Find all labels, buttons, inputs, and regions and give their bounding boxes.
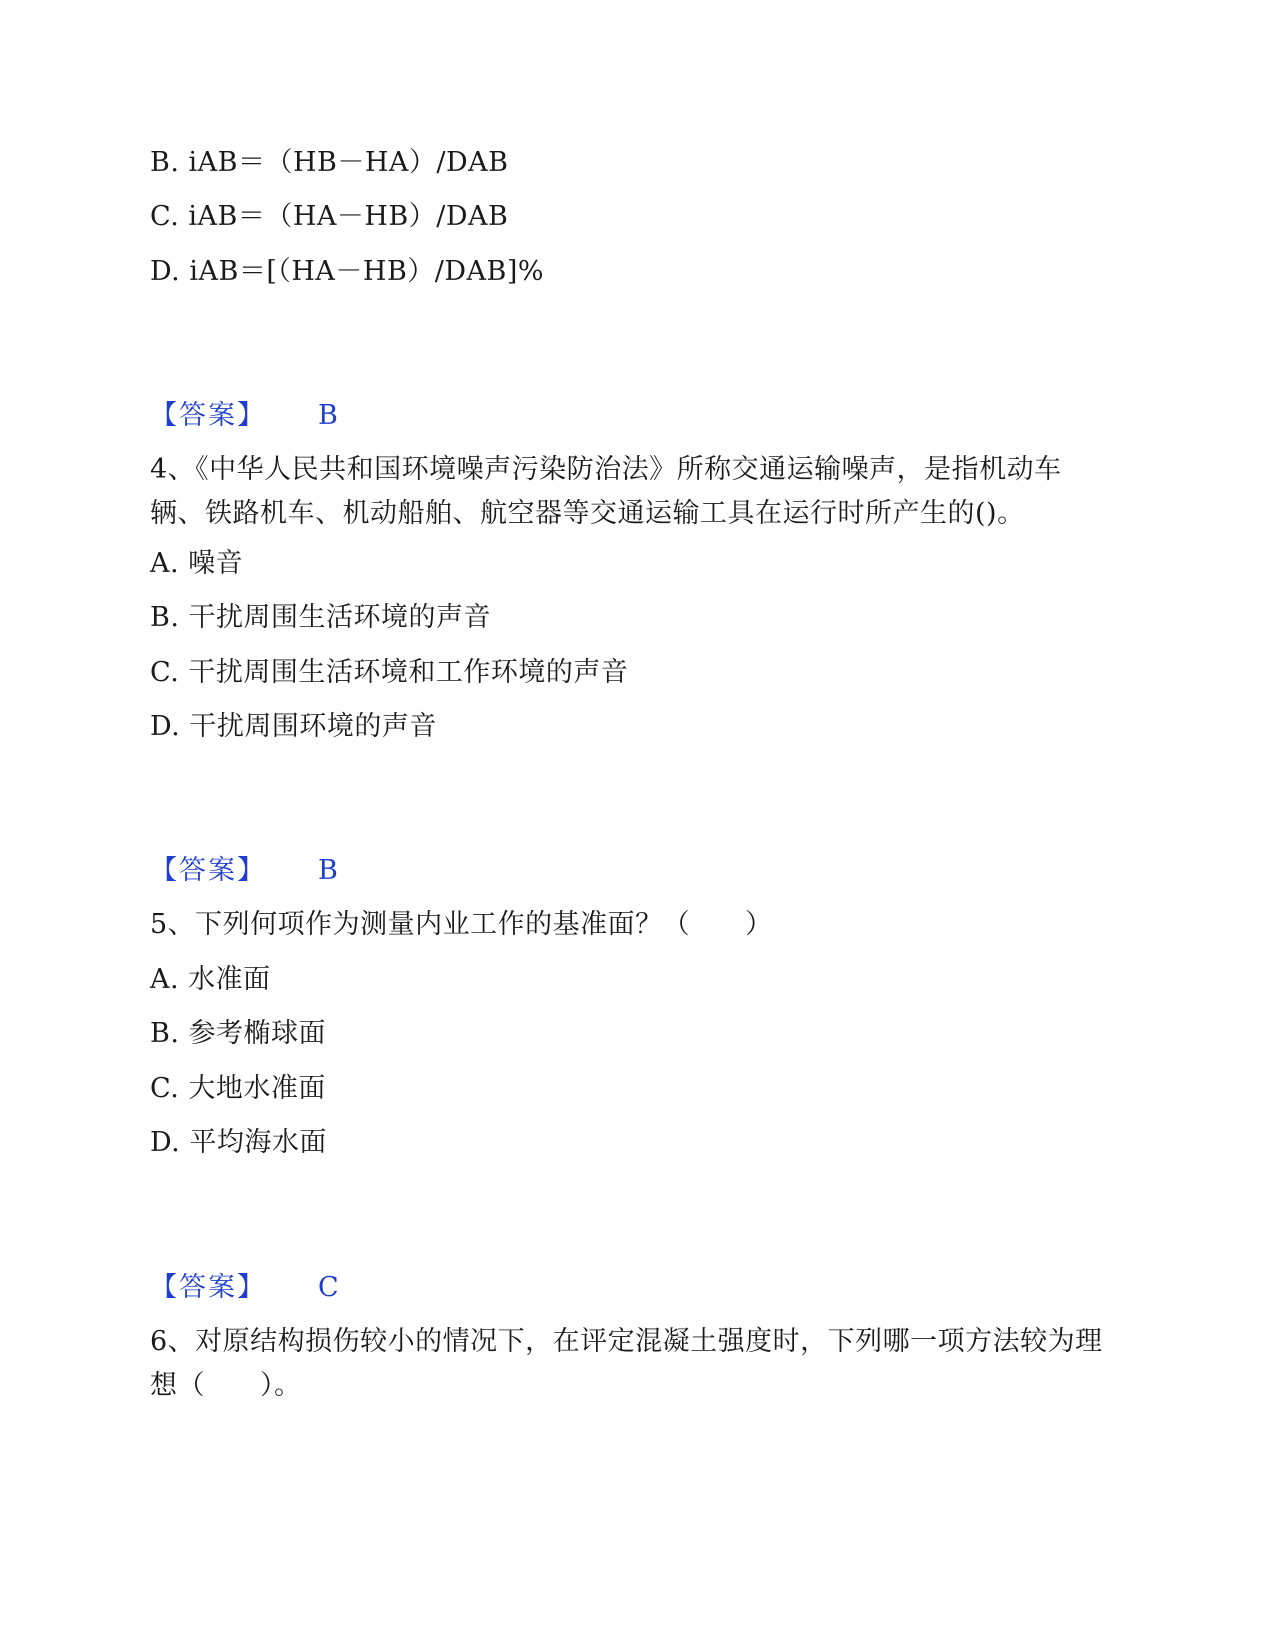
answer-label: 【答案】: [150, 400, 266, 431]
q3-option-c: C. iAB＝（HA－HB）/DAB: [150, 201, 509, 232]
q5-stem: 5、下列何项作为测量内业工作的基准面？（ ）: [150, 909, 773, 940]
q3-answer: [150, 396, 338, 436]
q3-option-d: D. iAB＝[（HA－HB）/DAB]%: [150, 256, 545, 287]
q4-option-a: A. 噪音: [150, 548, 244, 579]
q3-option-b: B. iAB＝（HB－HA）/DAB: [150, 147, 509, 178]
answer-label: 【答案】: [150, 1272, 266, 1303]
answer-label: 【答案】: [150, 855, 266, 886]
q5-option-d: D. 平均海水面: [150, 1127, 327, 1158]
q4-option-b: B. 干扰周围生活环境的声音: [150, 602, 492, 633]
q5-option-b: B. 参考椭球面: [150, 1018, 327, 1049]
q4-option-d: D. 干扰周围环境的声音: [150, 711, 437, 742]
answer-value: B: [318, 400, 339, 431]
q5-option-a: A. 水准面: [150, 964, 271, 995]
q6-stem: 6、对原结构损伤较小的情况下，在评定混凝土强度时，下列哪一项方法较为理想（ ）。: [150, 1326, 1103, 1401]
answer-value: B: [318, 855, 339, 886]
q4-answer: [150, 851, 338, 891]
q5-option-c: C. 大地水准面: [150, 1073, 326, 1104]
q4-option-c: C. 干扰周围生活环境和工作环境的声音: [150, 657, 629, 688]
q5-answer: [150, 1268, 339, 1308]
q4-stem: 4、《中华人民共和国环境噪声污染防治法》所称交通运输噪声，是指机动车辆、铁路机车、机动船舶、航空器等交通运输工具在运行时所产生的()。: [150, 454, 1062, 529]
answer-value: C: [318, 1272, 340, 1303]
